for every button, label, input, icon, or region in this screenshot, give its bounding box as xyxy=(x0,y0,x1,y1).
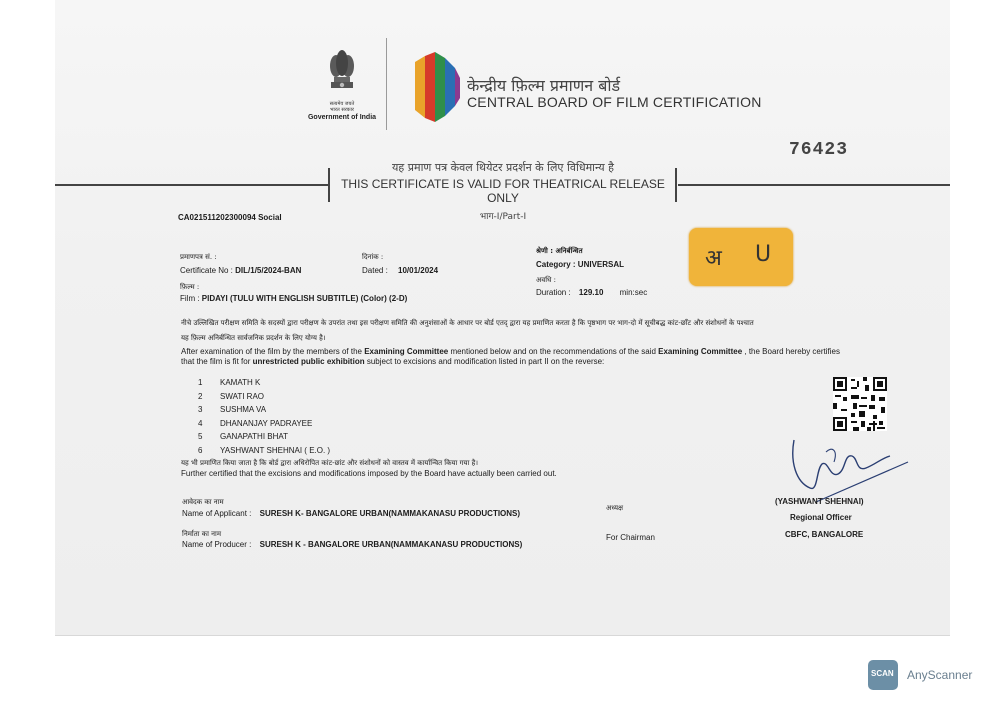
list-item: 3 SUSHMA VA xyxy=(198,405,267,414)
producer-label-hindi: निर्माता का नाम xyxy=(182,530,222,538)
banner-line-right xyxy=(678,184,950,186)
national-emblem xyxy=(307,46,377,122)
validity-part: भाग-I/Part-I xyxy=(479,212,527,222)
anyscanner-watermark: AnyScanner xyxy=(907,668,973,682)
header-divider xyxy=(386,38,387,130)
film-value: PIDAYI (TULU WITH ENGLISH SUBTITLE) (Color) (2-D) xyxy=(201,294,408,303)
rating-hindi: अ xyxy=(705,246,722,271)
dated-row xyxy=(362,266,438,275)
cert-no-label: Certificate No : xyxy=(180,266,233,275)
further-english: Further certified that the excisions and modifications imposed by the Board have actually been carried out. xyxy=(181,469,557,478)
dated-label: Dated : xyxy=(362,266,388,275)
cert-en-line2-post: subject to excisions and modification listed in part II on the reverse: xyxy=(364,357,605,366)
category-value: UNIVERSAL xyxy=(577,260,625,269)
officer-office: CBFC, BANGALORE xyxy=(785,530,864,539)
category-row xyxy=(536,260,624,269)
serial-number: 76423 xyxy=(789,140,849,160)
validity-banner xyxy=(330,160,676,222)
rating-code: U xyxy=(755,242,772,267)
list-item: 5 GANAPATHI BHAT xyxy=(198,432,289,441)
further-hindi: यह भी प्रमाणित किया जाता है कि बोर्ड द्वारा अधिरोपित कांट-छांट और संशोधनों को वास्तव में कार्यान्वित किया गया है। xyxy=(181,459,479,467)
cert-en-line2-pre: that the film is fit for xyxy=(181,357,253,366)
duration-label: Duration : xyxy=(536,288,571,297)
reference-number: CA021511202300094 Social xyxy=(178,213,282,222)
officer-name: (YASHWANT SHEHNAI) xyxy=(775,497,864,506)
duration-unit: min:sec xyxy=(619,288,648,297)
duration-row xyxy=(536,288,647,297)
cert-en-mid: mentioned below and on the recommendations of the said xyxy=(448,347,659,356)
banner-line-left xyxy=(55,184,329,186)
emblem-caption: Government of India xyxy=(307,114,377,121)
dated-label-hindi: दिनांक : xyxy=(362,253,384,261)
list-item: 2 SWATI RAO xyxy=(198,391,264,401)
producer-label: Name of Producer : xyxy=(182,540,252,549)
applicant-label-hindi: आवेदक का नाम xyxy=(182,498,224,506)
duration-value: 129.10 xyxy=(578,288,604,297)
certification-hindi-line2: यह फ़िल्म अनिर्बन्धित सार्वजनिक प्रदर्शन के लिए योग्य है। xyxy=(181,334,326,342)
anyscanner-logo-icon: SCAN xyxy=(868,660,898,690)
film-row xyxy=(180,294,407,303)
list-item: 6 YASHWANT SHEHNAI ( E.O. ) xyxy=(198,445,331,455)
cert-en-committee2: Examining Committee xyxy=(658,347,743,356)
cbfc-logo-icon xyxy=(413,48,461,126)
validity-english: THIS CERTIFICATE IS VALID FOR THEATRICAL RELEASE ONLY xyxy=(341,177,665,205)
duration-label-hindi: अवधि : xyxy=(536,276,556,284)
chairman-english: For Chairman xyxy=(606,533,655,542)
emblem-motto: सत्यमेव जयते xyxy=(329,101,355,107)
cert-en-committee: Examining Committee xyxy=(364,347,449,356)
producer-row xyxy=(182,540,522,549)
category-label-hindi: श्रेणी : अनिर्बन्धित xyxy=(536,247,583,255)
applicant-label: Name of Applicant : xyxy=(182,509,252,518)
signature-icon xyxy=(786,432,916,504)
film-label-hindi: फ़िल्म : xyxy=(180,283,200,291)
list-item: 4 DHANANJAY PADRAYEE xyxy=(198,418,313,428)
rating-badge xyxy=(689,228,793,286)
validity-hindi: यह प्रमाण पत्र केवल थियेटर प्रदर्शन के लिए विधिमान्य है xyxy=(392,161,614,174)
applicant-row xyxy=(182,509,520,518)
cert-no-row xyxy=(180,266,301,275)
cbfc-name-hindi: केन्द्रीय फ़िल्म प्रमाणन बोर्ड xyxy=(467,76,621,95)
certification-english xyxy=(181,347,876,367)
cbfc-name-english: CENTRAL BOARD OF FILM CERTIFICATION xyxy=(467,94,762,110)
dated-value: 10/01/2024 xyxy=(398,266,439,275)
committee-members-list xyxy=(198,378,330,459)
cert-no-value: DIL/1/5/2024-BAN xyxy=(235,266,302,275)
qr-code-icon xyxy=(833,377,887,431)
film-label: Film : xyxy=(180,294,200,303)
ashoka-lion-icon xyxy=(325,46,359,96)
cert-no-label-hindi: प्रमाणपत्र सं. : xyxy=(180,253,217,261)
applicant-value: SURESH K- BANGALORE URBAN(NAMMAKANASU PRODUCTIONS) xyxy=(259,509,521,518)
emblem-govt-hindi: भारत सरकार xyxy=(330,107,354,113)
certification-hindi xyxy=(181,318,876,343)
certification-hindi-line1: नीचे उल्लिखित परीक्षण समिति के सदस्यों द्वारा परीक्षण के उपरांत तथा इस परीक्षण समिति की अनुशंसाओं के आधार पर बोर्ड एतद् द्वारा यह प्रमाणित करता है कि पृष्ठभाग पर भाग-दो में सूचीबद्ध कांट-छाँट और संशोधनों के पश्चात xyxy=(181,319,754,327)
cert-en-line2-bold: unrestricted public exhibition xyxy=(252,357,365,366)
category-label: Category : xyxy=(536,260,576,269)
chairman-hindi: अध्यक्ष xyxy=(606,504,624,512)
cert-en-post: , the Board hereby certifies xyxy=(742,347,840,356)
officer-title: Regional Officer xyxy=(790,513,852,522)
producer-value: SURESH K - BANGALORE URBAN(NAMMAKANASU PRODUCTIONS) xyxy=(259,540,523,549)
cert-en-pre: After examination of the film by the members of the xyxy=(181,347,365,356)
list-item: 1 KAMATH K xyxy=(198,378,261,387)
